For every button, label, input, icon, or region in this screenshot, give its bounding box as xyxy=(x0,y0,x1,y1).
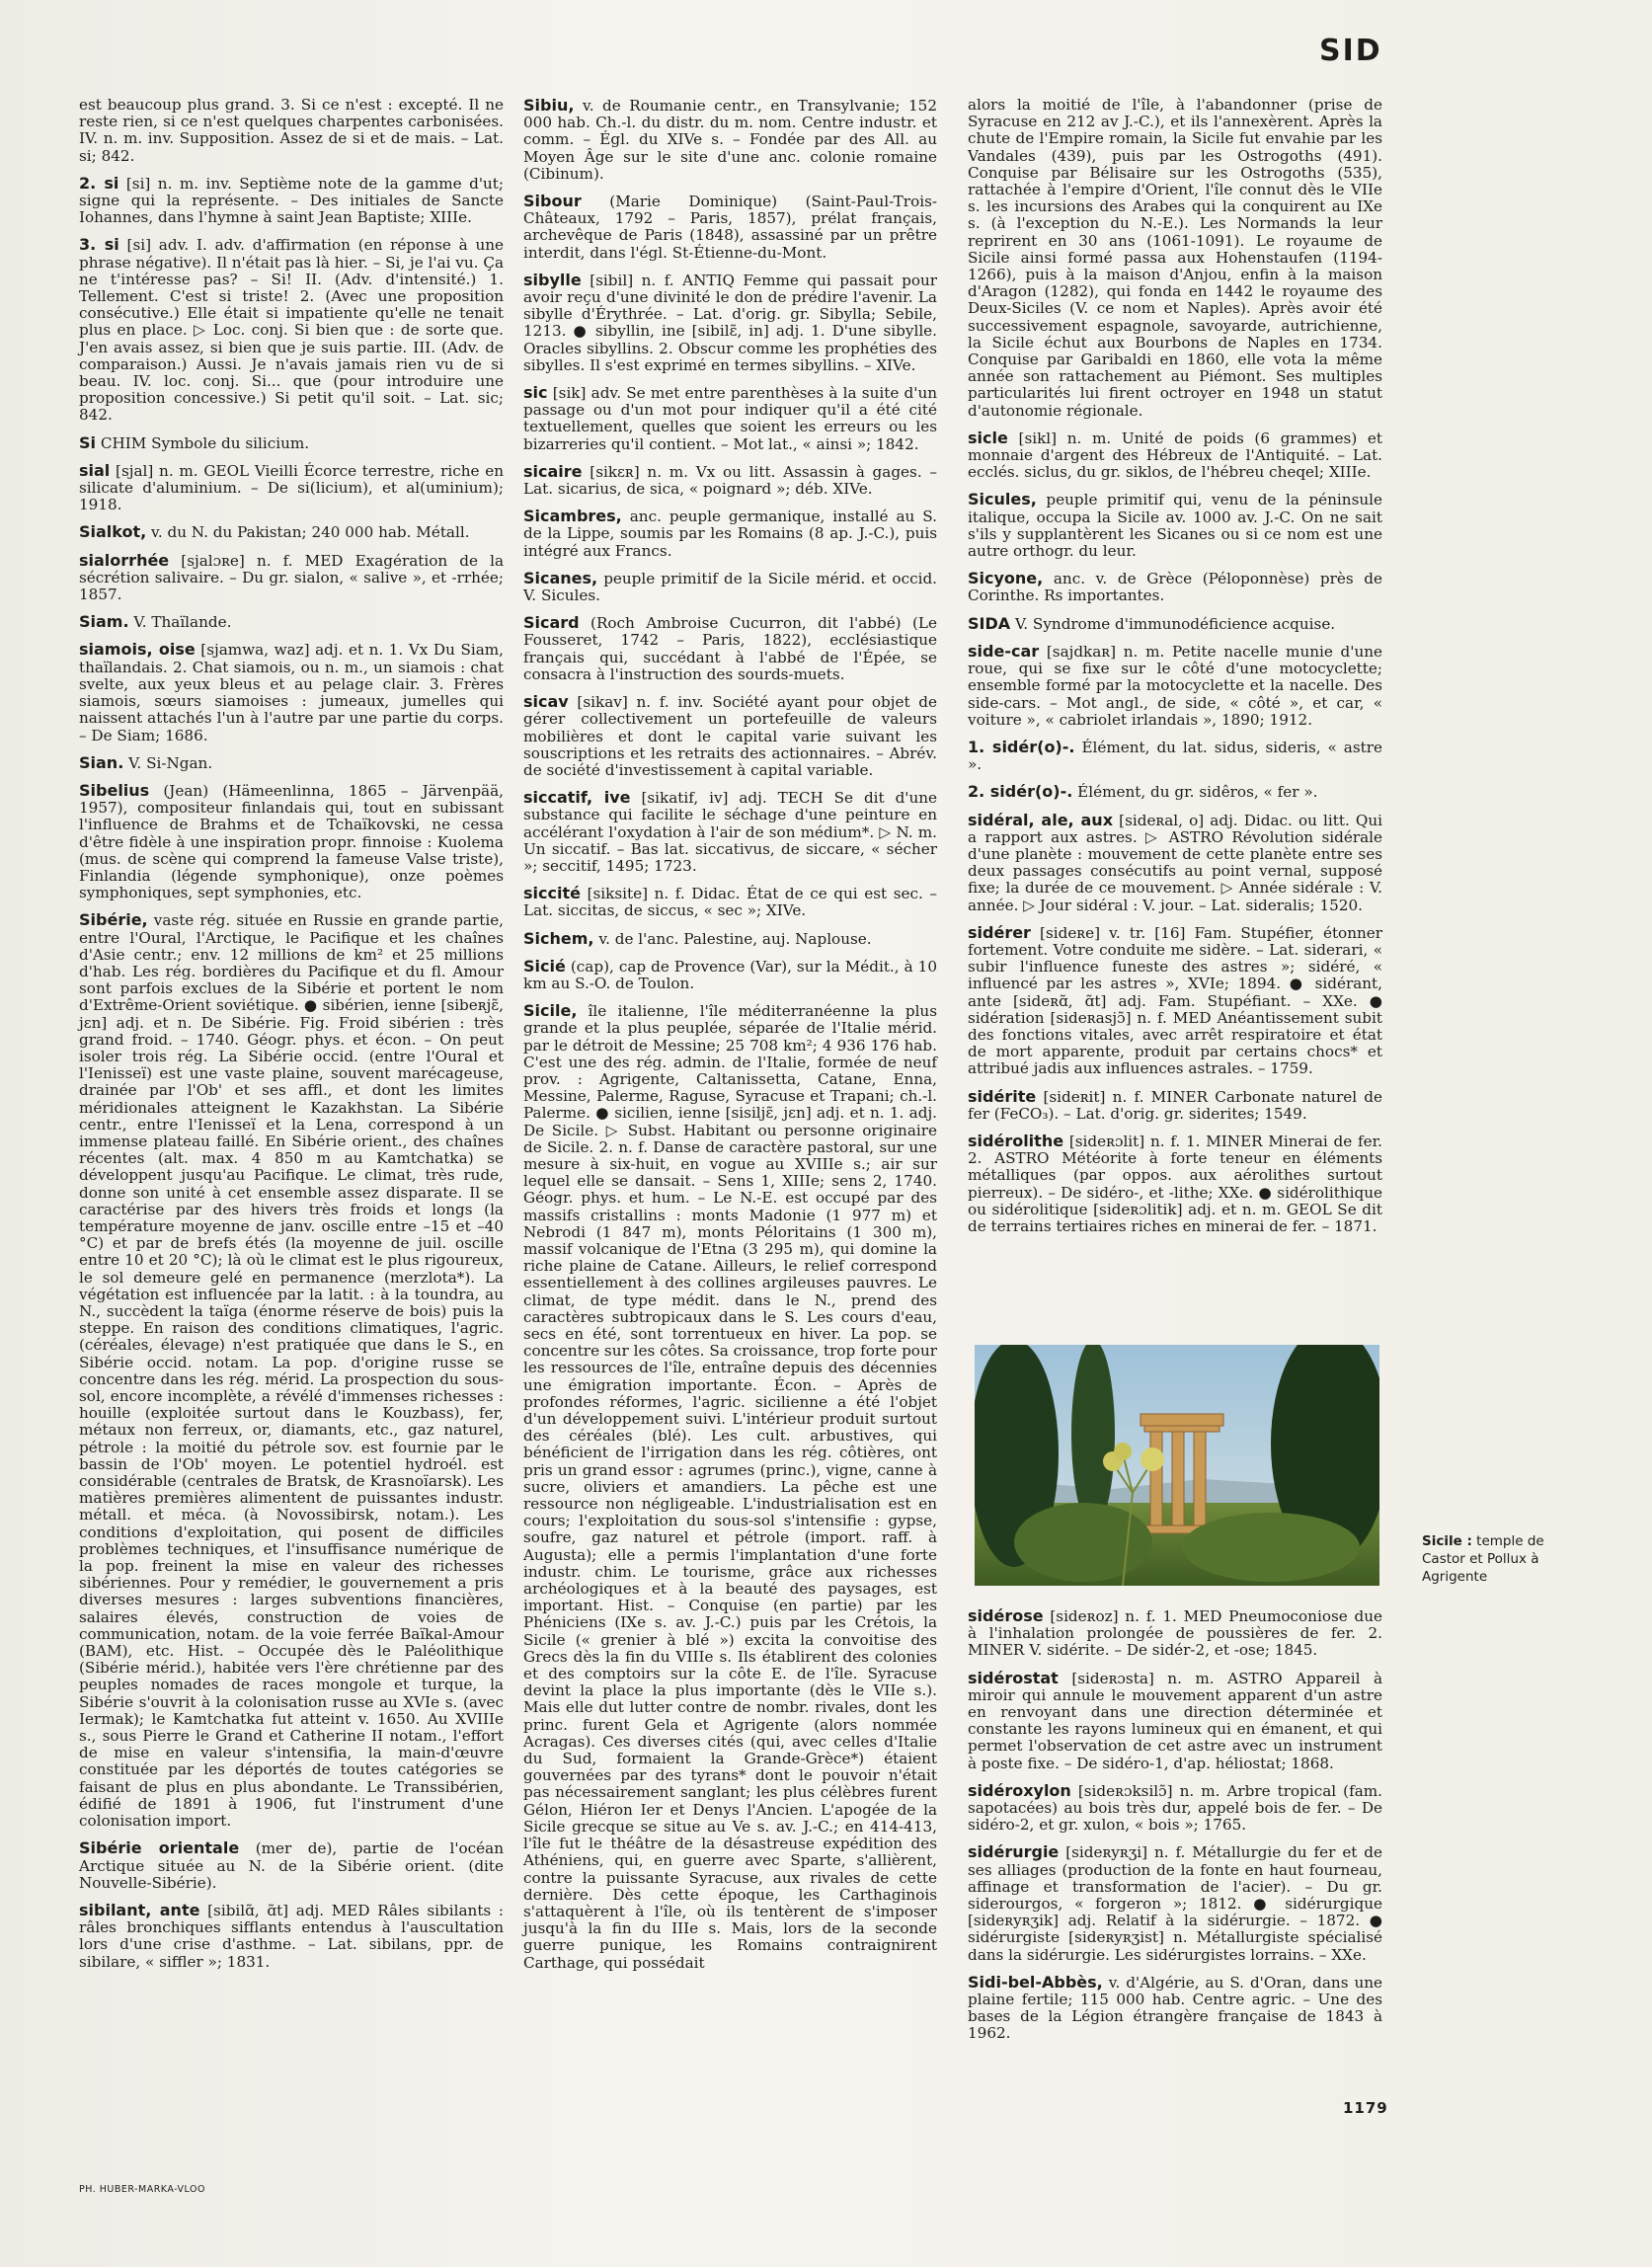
entry-definition: peuple primitif de la Sicile mérid. et occid. V. Sicules. xyxy=(523,569,937,605)
dictionary-entry xyxy=(968,643,1382,729)
entry-definition: [sideʀɔlit] n. f. 1. MINER Minerai de fer. 2. ASTRO Météorite à forte teneur en éléments métalliques (par oppos. aux aérolithes surtout pierreux). – De sidéro-, et -lithe; XXe. ● sidérolithique ou sidérolitique [sideʀɔlitik] adj. et n. m. GEOL Se dit de terrains tertiaires riches en minerai de fer. – 1871. xyxy=(968,1132,1382,1235)
dictionary-entry xyxy=(523,930,937,948)
entry-headword: Sicié xyxy=(523,956,566,976)
entry-definition: V. Syndrome d'immunodéficience acquise. xyxy=(1014,614,1336,633)
dictionary-entry xyxy=(523,272,937,374)
entry-definition: [sideʀe] v. tr. [16] Fam. Stupéfier, étonner fortement. Votre conduite me sidère. – Lat. siderari, « subir l'influence funeste des astres »; sidéré, « influencé par les astres », XVIe; 1894. ● sidérant, ante [sideʀɑ̃, ɑ̃t] adj. Fam. Stupéfiant. – XXe. ● sidération [sideʀasjɔ̃] n. f. MED Anéantissement subit des fonctions vitales, avec arrêt respiratoire et état de mort apparente, produit par certains chocs* et attribué jadis aux influences astrales. – 1759. xyxy=(968,923,1383,1078)
entry-headword: 2. si xyxy=(79,173,119,193)
dictionary-entry xyxy=(79,97,504,165)
dictionary-entry xyxy=(523,463,937,498)
entry-definition: [si] adv. I. adv. d'affirmation (en réponse à une phrase négative). Il n'était pas là hier. – Si, je l'ai vu. Ça ne t'intéresse pas? – Si! II. (Adv. d'intensité.) 1. Tellement. C'est si triste! 2. (Avec une proposition consécutive.) Elle était si impatiente qu'elle ne tenait plus en place. ▷ Loc. conj. Si bien que : de sorte que. J'en avais assez, si bien que je suis partie. III. (Adv. de comparaison.) Aussi. Je n'avais jamais rien vu de si beau. IV. loc. conj. Si... que (pour introduire une proposition concessive.) Si petit qu'il soit. – Lat. sic; 842. xyxy=(79,236,505,425)
entry-headword: Siam. xyxy=(79,612,129,632)
page-number: 1179 xyxy=(1343,2099,1388,2117)
dictionary-entry xyxy=(523,508,937,560)
dictionary-entry xyxy=(79,754,504,772)
entry-definition: (mer de), partie de l'océan Arctique située au N. de la Sibérie orient. (dite Nouvelle-Sibérie). xyxy=(79,1839,504,1892)
dictionary-entry xyxy=(968,491,1382,560)
entry-headword: Sibour xyxy=(523,192,582,211)
entry-definition: [sibil] n. f. ANTIQ Femme qui passait pour avoir reçu d'une divinité le don de prédire l'avenir. La sibylle d'Érythrée. – Lat. d'orig. gr. Sibylla; Sebile, 1213. ● sibyllin, ine [sibilɛ̃, in] adj. 1. D'une sibylle. Oracles sibyllins. 2. Obscur comme les prophéties des sibylles. Il s'est exprimé en termes sibyllins. – XIVe. xyxy=(523,271,938,374)
dictionary-entry xyxy=(523,885,937,919)
entry-headword: siccatif, ive xyxy=(523,788,631,808)
entry-headword: Sicambres, xyxy=(523,507,622,526)
entry-headword: sidérolithe xyxy=(968,1131,1064,1150)
dictionary-entry xyxy=(968,1670,1382,1772)
dictionary-entry xyxy=(79,1839,504,1892)
entry-definition: [sikl] n. m. Unité de poids (6 grammes) et monnaie d'argent des Hébreux de l'Antiquité. – Lat. ecclés. siclus, du gr. siklos, de l'hébreu cheqel; XIIIe. xyxy=(968,429,1383,482)
dictionary-entry xyxy=(523,1002,937,1972)
entry-definition: (Roch Ambroise Cucurron, dit l'abbé) (Le Fousseret, 1742 – Paris, 1822), ecclésiastique français qui, succédant à l'abbé de l'Épée, se consacra à l'instruction des sourds-muets. xyxy=(523,614,937,683)
dictionary-entry xyxy=(79,523,504,541)
dictionary-entry xyxy=(968,739,1382,773)
entry-definition: [sikatif, iv] adj. TECH Se dit d'une substance qui facilite le séchage d'une peinture en accélérant l'oxydation à l'air de son médium*. ▷ N. m. Un siccatif. – Bas lat. siccativus, de siccare, « sécher »; seccitif, 1495; 1723. xyxy=(523,789,938,875)
entry-definition: (cap), cap de Provence (Var), sur la Médit., à 10 km au S.-O. de Toulon. xyxy=(523,957,937,992)
column-1 xyxy=(79,97,504,1981)
entry-headword: Sibérie, xyxy=(79,910,148,930)
entry-definition: V. Thaïlande. xyxy=(133,613,232,632)
entry-headword: sic xyxy=(523,383,548,403)
dictionary-entry xyxy=(523,97,937,183)
entry-definition: peuple primitif qui, venu de la péninsule italique, occupa la Sicile av. 1000 av. J.-C. On ne sait s'ils y supplantèrent les Sicanes ou si ce nom est une autre orthogr. du leur. xyxy=(968,491,1382,561)
entry-definition: alors la moitié de l'île, à l'abandonner (prise de Syracuse en 212 av J.-C.), et ils l'annexèrent. Après la chute de l'Empire romain, la Sicile fut envahie par les Vandales (439), puis par les Ostrogoths (491). Conquise par Bélisaire sur les Ostrogoths (535), rattachée à l'empire d'Orient, l'île connut dès le VIIe s. les incursions des Arabes qui la conquirent au IXe s. (à l'exception du N.-E.). Les Normands la leur reprirent en 30 ans (1061-1091). Le royaume de Sicile ainsi formé passa aux Hohenstaufen (1194-1266), puis à la maison d'Anjou, enfin à la maison d'Aragon (1282), qui fonda en 1442 le royaume des Deux-Siciles (V. ce nom et Naples). Après avoir été successivement espagnole, savoyarde, autrichienne, la Sicile échut aux Bourbons de Naples en 1734. Conquise par Garibaldi en 1860, elle vota la même année son rattachement au Piémont. Ses multiples particularités lui firent octroyer en 1948 un statut d'autonomie régionale. xyxy=(968,96,1382,420)
dictionary-entry xyxy=(968,783,1382,801)
entry-definition: anc. peuple germanique, installé au S. de la Lippe, soumis par les Romains (8 ap. J.-C.), puis intégré aux Francs. xyxy=(523,508,937,560)
dictionary-entry xyxy=(968,1843,1382,1963)
entry-definition: [sideʀɔsta] n. m. ASTRO Appareil à miroir qui annule le mouvement apparent d'un astre en renvoyant dans une direction déterminée et constante les rayons lumineux qui en émanent, et qui permet l'observation de cet astre avec un instrument à poste fixe. – De sidéro-1, d'ap. héliostat; 1868. xyxy=(968,1669,1383,1772)
dictionary-entry xyxy=(79,434,504,452)
entry-headword: sicaire xyxy=(523,461,583,481)
entry-definition: [sideʀoz] n. f. 1. MED Pneumoconiose due à l'inhalation prolongée de poussières de fer. 2. MINER V. sidérite. – De sidér-2, et -ose; 1845. xyxy=(968,1607,1382,1660)
entry-definition: est beaucoup plus grand. 3. Si ce n'est : excepté. Il ne reste rien, si ce n'est quelques charpentes carbonisées. IV. n. m. inv. Supposition. Assez de si et de mais. – Lat. si; 842. xyxy=(79,96,504,165)
dictionary-entry xyxy=(968,430,1382,482)
entry-headword: Sibérie orientale xyxy=(79,1838,240,1858)
entry-headword: side-car xyxy=(968,641,1040,661)
entry-headword: Sichem, xyxy=(523,928,594,948)
dictionary-entry xyxy=(79,1902,504,1971)
entry-definition: v. du N. du Pakistan; 240 000 hab. Métall. xyxy=(151,523,470,542)
entry-headword: Sicanes, xyxy=(523,568,598,587)
entry-headword: sidérostat xyxy=(968,1668,1059,1687)
entry-definition: anc. v. de Grèce (Péloponnèse) près de Corinthe. Rs importantes. xyxy=(968,570,1382,605)
entry-headword: sial xyxy=(79,460,111,480)
photo-caption xyxy=(1422,1532,1570,1586)
running-header: SID xyxy=(1319,34,1382,68)
column-2 xyxy=(523,97,937,1982)
entry-headword: sidérite xyxy=(968,1086,1037,1106)
entry-headword: sidérose xyxy=(968,1606,1044,1625)
entry-definition: v. de l'anc. Palestine, auj. Naplouse. xyxy=(598,929,872,948)
dictionary-entry xyxy=(968,812,1382,914)
entry-headword: sicle xyxy=(968,428,1008,447)
dictionary-entry xyxy=(523,193,937,262)
entry-headword: Sialkot, xyxy=(79,522,147,542)
entry-headword: Sicyone, xyxy=(968,569,1044,588)
caption-title: Sicile : xyxy=(1422,1533,1472,1549)
entry-headword: sialorrhée xyxy=(79,550,170,570)
entry-definition: v. de Roumanie centr., en Transylvanie; 152 000 hab. Ch.-l. du distr. du m. nom. Centre industr. et comm. – Égl. du XIVe s. – Fondée par des All. au Moyen Âge sur le site d'une anc. colonie romaine (Cibinum). xyxy=(523,97,937,183)
entry-definition: [sideʀal, o] adj. Didac. ou litt. Qui a rapport aux astres. ▷ ASTRO Révolution sidérale d'une planète : mouvement de cette planète entre ses deux passages consécutifs au point vernal, supposé fixe; la durée de ce mouvement. ▷ Année sidérale : V. année. ▷ Jour sidéral : V. jour. – Lat. sideralis; 1520. xyxy=(968,811,1383,914)
entry-definition: île italienne, l'île méditerranéenne la plus grande et la plus peuplée, séparée de l'Italie mérid. par le détroit de Messine; 25 708 km²; 4 936 176 hab. C'est une des rég. admin. de l'Italie, formée de neuf prov. : Agrigente, Caltanissetta, Catane, Enna, Messine, Palerme, Raguse, Syracuse et Trapani; ch.-l. Palerme. ● sicilien, ienne [sisiljɛ̃, jɛn] adj. et n. 1. adj. De Sicile. ▷ Subst. Habitant ou personne originaire de Sicile. 2. n. f. Danse de caractère pastoral, sur une mesure à six-huit, en vogue au XVIIIe s.; air sur lequel elle se dansait. – Sens 1, XIIIe; sens 2, 1740. Géogr. phys. et hum. – Le N.-E. est occupé par des massifs cristallins : monts Madonie (1 977 m) et Nebrodi (1 847 m), monts Péloritains (1 300 m), massif volcanique de l'Etna (3 295 m), qui domine la riche plaine de Catane. Ailleurs, le relief correspond essentiellement à des collines argileuses pauvres. Le climat, de type médit. dans le N., prend des caractères subtropicaux dans le S. Les cours d'eau, secs en été, sont torrentueux en hiver. La pop. se concentre sur les côtes. Sa croissance, trop forte pour les ressources de l'île, entraîne depuis des décennies une émigration importante. Écon. – Après de profondes réformes, l'agric. sicilienne a été l'objet d'un développement suivi. L'intérieur produit surtout des céréales (blé). Les cult. arbustives, qui bénéficient de l'irrigation dans les rég. côtières, ont pris un grand essor : agrumes (princ.), vigne, canne à sucre, oliviers et amandiers. La pêche est une ressource non négligeable. L'industrialisation est en cours; l'exploitation du sous-sol s'intensifie : gypse, soufre, gaz naturel et pétrole (import. raff. à Augusta); elle a permis l'implantation d'une forte industr. chim. Le tourisme, grâce aux richesses archéologiques et à la beauté des paysages, est important. Hist. – Conquise (en partie) par les Phéniciens (IXe s. av. J.-C.) puis par les Crétois, la Sicile (« grenier à blé ») excita la convoitise des Grecs dès la fin du VIIIe s. Ils établirent des colonies et des comptoirs sur la côte E. de l'île. Syracuse devint la place la plus importante (dès le VIIe s.). Mais elle dut lutter contre de nombr. rivales, dont les princ. furent Gela et Agrigente (alors nommée Acragas). Ces diverses cités (qui, avec celles d'Italie du Sud, formaient la Grande-Grèce*) étaient gouvernées par des tyrans* dont le pouvoir n'était pas nécessairement sanglant; les plus célèbres furent Gélon, Hiéron Ier et Denys l'Ancien. L'apogée de la Sicile grecque se situe au Ve s. av. J.-C.; en 414-413, l'île fut le théâtre de la désastreuse expédition des Athéniens, qui, en guerre avec Sparte, s'allièrent, contre la puissante Syracuse, aux rivales de cette dernière. Dès cette époque, les Carthaginois s'attaquèrent à l'île, où ils tentèrent de s'imposer jusqu'à la fin du IIIe s. Mais, lors de la seconde guerre punique, les Romains contraignirent Carthage, qui possédait xyxy=(523,1002,938,1972)
entry-headword: Si xyxy=(79,432,97,452)
entry-headword: 1. sidér(o)-. xyxy=(968,737,1075,756)
entry-definition: vaste rég. située en Russie en grande partie, entre l'Oural, l'Arctique, le Pacifique et les chaînes d'Asie centr.; env. 12 millions de km² et 25 millions d'hab. Les rég. bordières du Pacifique et du fl. Amour sont parfois exclues de la Sibérie et portent le nom d'Extrême-Orient soviétique. ● sibérien, ienne [sibeʀjɛ̃, jɛn] adj. et n. De Sibérie. Fig. Froid sibérien : très grand froid. – 1740. Géogr. phys. et écon. – On peut isoler trois rég. La Sibérie occid. (entre l'Oural et l'Ienisseï) est une vaste plaine, souvent marécageuse, drainée par l'Ob' et ses affl., et dont les limites méridionales atteignent le Kazakhstan. La Sibérie centr., entre l'Ienisseï et la Lena, correspond à un immense plateau faillé. En Sibérie orient., des chaînes récentes (alt. max. 4 850 m au Kamtchatka) se développent jusqu'au Pacifique. Le climat, très rude, donne son unité à cet ensemble assez disparate. Il se caractérise par des hivers très froids et longs (la température moyenne de janv. oscille entre –15 et –40 °C) et par de brefs étés (la moyenne de juil. oscille entre 10 et 20 °C); là où le climat est le plus rigoureux, le sol demeure gelé en permanence (merzlota*). La végétation est influencée par la latit. : à la toundra, au N., succèdent la taïga (énorme réserve de bois) puis la steppe. En raison des conditions climatiques, l'agric. (céréales, élevage) n'est pratiquée que dans le S., en Sibérie occid. notam. La pop. d'origine russe se concentre dans les rég. mérid. La prospection du sous-sol, encore incomplète, a révélé d'immenses richesses : houille (exploitée surtout dans le Kouzbass), fer, métaux non ferreux, or, diamants, etc., gaz naturel, pétrole : la moitié du pétrole sov. est fournie par le bassin de l'Ob' moyen. Le potentiel hydroél. est considérable (centrales de Bratsk, de Krasnoïarsk). Les matières premières alimentent de puissantes industr. métall. et méca. (à Novossibirsk, notam.). Les conditions d'exploitation, qui posent de difficiles problèmes techniques, et l'insuffisance numérique de la pop. freinent la mise en valeur des richesses sibériennes. Pour y remédier, le gouvernement a pris diverses mesures : larges subventions financières, salaires élevés, construction de voies de communication, notam. de la voie ferrée Baïkal-Amour (BAM), etc. Hist. – Occupée dès le Paléolithique (Sibérie mérid.), habitée vers l'ère chrétienne par des peuples nomades de races mongole et turque, la Sibérie s'ouvrit à la colonisation russe au XVIe s. (avec Iermak); le Kamtchatka fut atteint v. 1650. Au XVIIIe s., sous Pierre le Grand et Catherine II notam., l'effort de mise en valeur s'intensifia, la main-d'œuvre constituée par les déportés de toutes catégories se faisant de plus en plus abondante. Le Transsibérien, édifié de 1891 à 1906, fut l'instrument d'une colonisation import. xyxy=(79,911,505,1831)
entry-headword: siccité xyxy=(523,884,581,903)
entry-definition: [sideʀyʀʒi] n. f. Métallurgie du fer et de ses alliages (production de la fonte en haut fourneau, affinage et transformation de l'acier). – Du gr. siderourgos, « forgeron »; 1812. ● sidérurgique [sideʀyʀʒik] adj. Relatif à la sidérurgie. – 1872. ● sidérurgiste [sideʀyʀʒist] n. Métallurgiste spécialisé dans la sidérurgie. Les sidérurgistes lorrains. – XXe. xyxy=(968,1843,1383,1964)
entry-headword: sidérurgie xyxy=(968,1842,1060,1862)
dictionary-entry xyxy=(523,789,937,875)
dictionary-entry xyxy=(79,175,504,227)
dictionary-entry xyxy=(968,1607,1382,1660)
entry-definition: Élément, du gr. sidêros, « fer ». xyxy=(1077,783,1318,802)
dictionary-entry xyxy=(968,615,1382,633)
dictionary-entry xyxy=(523,614,937,683)
dictionary-entry xyxy=(968,1782,1382,1835)
entry-definition: [sjamwa, waz] adj. et n. 1. Vx Du Siam, thaïlandais. 2. Chat siamois, ou n. m., un siamois : chat svelte, aux yeux bleus et au pelage clair. 3. Frères siamois, sœurs siamoises : jumeaux, jumelles qui naissent attachés l'un à l'autre par une partie du corps. – De Siam; 1686. xyxy=(79,641,504,744)
entry-definition: Élément, du lat. sidus, sideris, « astre ». xyxy=(968,738,1382,774)
entry-definition: [sideʀit] n. f. MINER Carbonate naturel de fer (FeCO₃). – Lat. d'orig. gr. siderites; 1549. xyxy=(968,1087,1383,1123)
dictionary-entry xyxy=(79,236,504,424)
photo-credit: PH. HUBER-MARKA-VLOO xyxy=(79,2184,205,2195)
entry-headword: sidéral, ale, aux xyxy=(968,810,1114,829)
dictionary-entry xyxy=(523,958,937,992)
entry-headword: 3. si xyxy=(79,235,119,255)
entry-definition: [sik] adv. Se met entre parenthèses à la suite d'un passage ou d'un mot pour indiquer qu'il a été cité textuellement, quelles que soient les erreurs ou les bizarreries qu'il contient. – Mot lat., « ainsi »; 1842. xyxy=(523,384,938,453)
dictionary-entry xyxy=(523,570,937,604)
entry-definition: [sibilɑ̃, ɑ̃t] adj. MED Râles sibilants : râles bronchiques sifflants entendus à l'auscultation lors d'une crise d'asthme. – Lat. sibilans, ppr. de sibilare, « siffler »; 1831. xyxy=(79,1901,504,1971)
dictionary-entry xyxy=(968,570,1382,604)
entry-definition: [sjal] n. m. GEOL Vieilli Écorce terrestre, riche en silicate d'aluminium. – De si(licium), et al(uminium); 1918. xyxy=(79,461,505,514)
entry-headword: Sicard xyxy=(523,613,580,633)
entry-definition: (Jean) (Hämeenlinna, 1865 – Järvenpää, 1957), compositeur finlandais qui, tout en subissant l'influence de Brahms et de Tchaïkovski, ne cessa d'être fidèle à une inspiration propr. finnoise : Kuolema (mus. de scène qui comprend la fameuse Valse triste), Finlandia (légende symphonique), onze poèmes symphoniques, sept symphonies, etc. xyxy=(79,781,504,902)
entry-headword: Sicules, xyxy=(968,490,1037,509)
entry-headword: Sicile, xyxy=(523,1001,578,1021)
entry-definition: [sikav] n. f. inv. Société ayant pour objet de gérer collectivement un portefeuille de valeurs mobilières et dont le capital varie suivant les souscriptions et les retraits des actionnaires. – Abrév. de société d'investissement à capital variable. xyxy=(523,693,937,779)
entry-headword: 2. sidér(o)-. xyxy=(968,782,1073,802)
dictionary-entry xyxy=(79,782,504,901)
entry-headword: sidéroxylon xyxy=(968,1780,1071,1800)
entry-headword: Sibelius xyxy=(79,780,150,800)
entry-definition: CHIM Symbole du silicium. xyxy=(100,433,310,452)
dictionary-entry xyxy=(79,641,504,743)
entry-definition: [sajdkaʀ] n. m. Petite nacelle munie d'une roue, qui se fixe sur le côté d'une motocyclette; ensemble formé par la motocyclette et la nacelle. Des side-cars. – Mot angl., de side, « côté », et car, « voiture », « cabriolet irlandais », 1890; 1912. xyxy=(968,642,1383,729)
temple-illustration xyxy=(975,1345,1379,1586)
dictionary-entry xyxy=(79,552,504,604)
dictionary-entry xyxy=(968,924,1382,1078)
entry-definition: V. Si-Ngan. xyxy=(128,753,213,772)
dictionary-entry xyxy=(968,1974,1382,2043)
entry-definition: (Marie Dominique) (Saint-Paul-Trois-Châteaux, 1792 – Paris, 1857), prélat français, archevêque de Paris (1848), assassiné par un prêtre interdit, dans l'égl. St-Étienne-du-Mont. xyxy=(523,193,937,262)
entry-headword: siamois, oise xyxy=(79,640,196,660)
entry-definition: [siksite] n. f. Didac. État de ce qui est sec. – Lat. siccitas, de siccus, « sec »; XIVe. xyxy=(523,885,938,920)
entry-headword: Sian. xyxy=(79,752,124,772)
entry-headword: sicav xyxy=(523,692,569,712)
entry-definition: [sjalɔʀe] n. f. MED Exagération de la sécrétion salivaire. – Du gr. sialon, « salive », et -rrhée; 1857. xyxy=(79,551,505,604)
entry-headword: sibilant, ante xyxy=(79,1900,200,1919)
entry-definition: [sikɛʀ] n. m. Vx ou litt. Assassin à gages. – Lat. sicarius, de sica, « poignard »; déb. XIVe. xyxy=(523,462,937,499)
dictionary-entry xyxy=(523,384,937,453)
entry-definition: [si] n. m. inv. Septième note de la gamme d'ut; signe qui la représente. – Des initiales de Sancte Iohannes, dans l'hymne à saint Jean Baptiste; XIIIe. xyxy=(79,174,504,227)
dictionary-entry xyxy=(968,1088,1382,1123)
dictionary-entry xyxy=(79,613,504,631)
entry-definition: v. d'Algérie, au S. d'Oran, dans une plaine fertile; 115 000 hab. Centre agric. – Une des bases de la Légion étrangère française de 1843 à 1962. xyxy=(968,1973,1382,2043)
entry-definition: [sideʀɔksilɔ̃] n. m. Arbre tropical (fam. sapotacées) au bois très dur, appelé bois de fer. – De sidéro-2, et gr. xulon, « bois »; 1765. xyxy=(968,1781,1382,1835)
entry-headword: sidérer xyxy=(968,922,1031,942)
caption-text: temple de Castor et Pollux à Agrigente xyxy=(1422,1533,1544,1585)
entry-headword: Sidi-bel-Abbès, xyxy=(968,1972,1103,1992)
column-3-lower xyxy=(968,1607,1382,2053)
column-3 xyxy=(968,97,1382,1245)
entry-headword: Sibiu, xyxy=(523,96,575,115)
entry-headword: SIDA xyxy=(968,613,1011,633)
entry-headword: sibylle xyxy=(523,270,582,289)
dictionary-entry xyxy=(968,1133,1382,1235)
dictionary-entry xyxy=(79,462,504,514)
dictionary-entry xyxy=(523,693,937,779)
dictionary-entry xyxy=(968,97,1382,420)
dictionary-entry xyxy=(79,911,504,1830)
temple-photo xyxy=(975,1345,1379,1586)
